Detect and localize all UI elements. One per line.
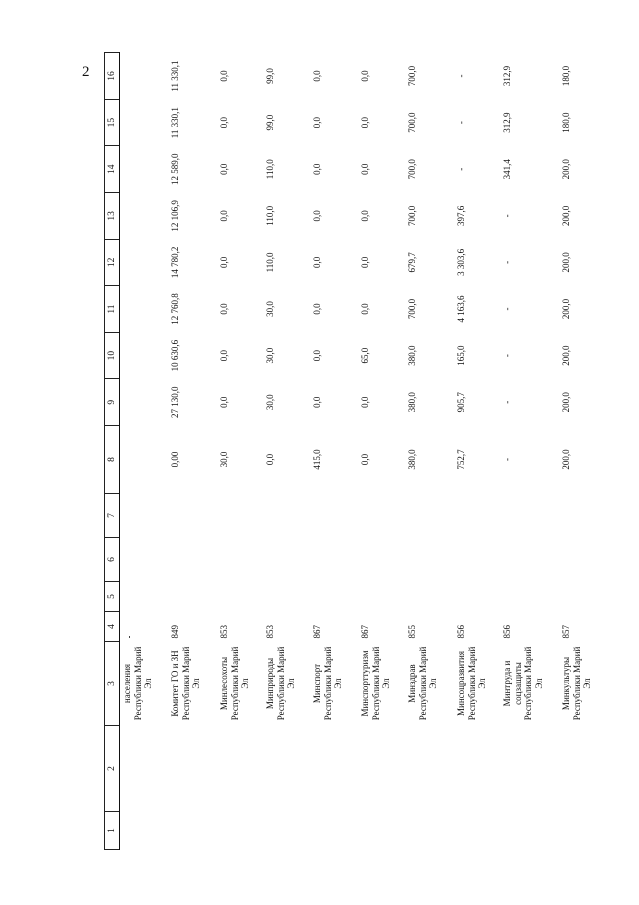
cell-value: 380,0 xyxy=(407,345,417,366)
col-header-7: 7 xyxy=(105,494,120,538)
cell-value: 10 630,6 xyxy=(170,339,180,372)
cell-value: 0,0 xyxy=(219,349,229,362)
agency-code: 856 xyxy=(456,625,466,639)
col-header-3: 3 xyxy=(105,642,120,726)
col-header-15: 15 xyxy=(105,99,120,146)
agency-code: 849 xyxy=(170,625,180,639)
cell-value: 0,0 xyxy=(312,349,322,362)
agency-name: Минкультуры Республики Марий Эл xyxy=(561,646,592,721)
dot-mark xyxy=(129,637,130,639)
cell-value: 0,0 xyxy=(312,117,322,129)
cell-value: 0,0 xyxy=(360,256,370,269)
agency-name: Минтруда и соцзащиты Республики Марий Эл xyxy=(502,646,544,721)
cell-value: 0,0 xyxy=(219,256,229,269)
agency-name: населения Республики Марий Эл xyxy=(122,646,153,721)
agency-code: 856 xyxy=(502,625,512,639)
cell-value: 0,0 xyxy=(312,163,322,175)
cell-value: 30,0 xyxy=(265,394,275,411)
cell-value: 0,0 xyxy=(312,303,322,315)
cell-value: - xyxy=(502,354,512,358)
cell-value: 0,0 xyxy=(360,303,370,315)
cell-value: 14 780,2 xyxy=(170,246,180,279)
col-header-16: 16 xyxy=(105,53,120,100)
cell-value: 341,4 xyxy=(502,159,512,180)
cell-value: 99,0 xyxy=(265,68,275,84)
cell-value: 752,7 xyxy=(456,449,466,470)
cell-value: 65,0 xyxy=(360,347,370,364)
col-header-13: 13 xyxy=(105,193,120,240)
cell-value: 110,0 xyxy=(265,252,275,273)
col-header-4: 4 xyxy=(105,612,120,642)
col-header-6: 6 xyxy=(105,538,120,582)
cell-value: 200,0 xyxy=(561,392,571,413)
agency-code: 853 xyxy=(265,625,275,639)
table-row xyxy=(217,53,263,850)
table-row xyxy=(168,53,217,850)
agency-code xyxy=(120,612,169,642)
cell-value: 397,6 xyxy=(456,205,466,226)
cell-value: 0,0 xyxy=(312,396,322,408)
cell-value: 165,0 xyxy=(456,345,466,366)
col-header-8: 8 xyxy=(105,426,120,494)
cell-value: 0,0 xyxy=(265,453,275,466)
cell-value: 905,7 xyxy=(456,392,466,413)
cell-value: 380,0 xyxy=(407,392,417,413)
agency-name: Минспорт Республики Марий Эл xyxy=(312,646,343,721)
cell-value: 312,9 xyxy=(502,65,512,87)
table-row xyxy=(120,53,169,850)
col-header-14: 14 xyxy=(105,146,120,193)
col-header-11: 11 xyxy=(105,286,120,333)
rotated-table-wrapper xyxy=(104,60,592,850)
agency-name: Комитет ГО и ЗН Республики Марий Эл xyxy=(170,646,201,721)
cell-value: 0,0 xyxy=(219,396,229,408)
cell-value: 30,0 xyxy=(265,301,275,317)
cell-value: 0,00 xyxy=(170,451,180,468)
cell-value: 700,0 xyxy=(407,112,417,133)
col-header-12: 12 xyxy=(105,239,120,286)
cell-value: - xyxy=(502,458,512,461)
cell-value: 0,0 xyxy=(312,256,322,269)
table-row xyxy=(263,53,310,850)
cell-value: - xyxy=(456,167,466,171)
cell-value: 110,0 xyxy=(265,159,275,180)
cell-value: 0,0 xyxy=(312,70,322,82)
cell-value: 12 106,9 xyxy=(170,200,180,232)
col-header-1: 1 xyxy=(105,812,120,850)
cell-value: 0,0 xyxy=(219,117,229,129)
col-header-10: 10 xyxy=(105,332,120,379)
agency-name: Минсоцразвития Республики Марий Эл xyxy=(456,646,487,721)
cell-value: 200,0 xyxy=(561,298,571,320)
cell-value: 180,0 xyxy=(561,112,571,133)
cell-value: - xyxy=(502,307,512,311)
budget-table xyxy=(104,52,611,850)
page-number: 2 xyxy=(82,64,90,80)
cell-value: 180,0 xyxy=(561,65,571,87)
cell-value: 380,0 xyxy=(407,449,417,470)
table-row xyxy=(559,53,611,850)
cell-value: 12 589,0 xyxy=(170,153,180,185)
cell-value: - xyxy=(502,260,512,264)
table-row xyxy=(454,53,500,850)
cell-value: 200,0 xyxy=(561,449,571,470)
cell-value: 700,0 xyxy=(407,159,417,180)
table-row xyxy=(405,53,454,850)
cell-value: 11 330,1 xyxy=(170,107,180,139)
cell-value: - xyxy=(502,400,512,404)
agency-name: Минприроды Республики Марий Эл xyxy=(265,646,296,721)
cell-value: 0,0 xyxy=(360,210,370,222)
cell-value: 3 303,6 xyxy=(456,248,466,276)
cell-value: 99,0 xyxy=(265,114,275,131)
cell-value: 4 163,6 xyxy=(456,295,466,323)
cell-value: 200,0 xyxy=(561,345,571,366)
cell-value: 11 330,1 xyxy=(170,60,180,92)
table-row xyxy=(310,53,358,850)
cell-value: 700,0 xyxy=(407,298,417,320)
cell-value: 12 760,8 xyxy=(170,293,180,325)
cell-value: 700,0 xyxy=(407,205,417,226)
header-row xyxy=(105,53,120,850)
cell-value: 200,0 xyxy=(561,159,571,180)
cell-value: - xyxy=(456,121,466,125)
col-header-5: 5 xyxy=(105,582,120,612)
cell-value: 110,0 xyxy=(265,205,275,226)
agency-name: Минспорттуризм Республики Марий Эл xyxy=(360,646,391,721)
cell-value: 312,9 xyxy=(502,112,512,133)
agency-code: 867 xyxy=(312,625,322,639)
cell-value: 0,0 xyxy=(219,210,229,222)
cell-value: 0,0 xyxy=(360,163,370,175)
cell-value: 30,0 xyxy=(265,347,275,364)
cell-value: 0,0 xyxy=(360,453,370,466)
cell-value: 200,0 xyxy=(561,252,571,273)
cell-value: - xyxy=(456,74,466,78)
agency-code: 855 xyxy=(407,625,417,639)
agency-code: 867 xyxy=(360,625,370,639)
col-header-9: 9 xyxy=(105,379,120,426)
cell-value: 0,0 xyxy=(312,210,322,222)
cell-value: 0,0 xyxy=(360,396,370,408)
cell-value: - xyxy=(502,214,512,218)
agency-name: Минлесохоты Республики Марий Эл xyxy=(219,646,250,721)
cell-value: 30,0 xyxy=(219,451,229,468)
table-row xyxy=(358,53,405,850)
cell-value: 700,0 xyxy=(407,65,417,87)
cell-value: 0,0 xyxy=(219,163,229,175)
cell-value: 0,0 xyxy=(360,117,370,129)
cell-value: 0,0 xyxy=(360,70,370,82)
cell-value: 0,0 xyxy=(219,70,229,82)
agency-code: 853 xyxy=(219,625,229,639)
col-header-2: 2 xyxy=(105,726,120,812)
cell-value: 27 130,0 xyxy=(170,386,180,418)
agency-name: Минздрав Республики Марий Эл xyxy=(407,646,438,721)
agency-code: 857 xyxy=(561,625,571,639)
table-row xyxy=(500,53,559,850)
cell-value: 200,0 xyxy=(561,205,571,226)
cell-value: 679,7 xyxy=(407,252,417,273)
cell-value: 0,0 xyxy=(219,303,229,315)
cell-value: 415,0 xyxy=(312,449,322,470)
